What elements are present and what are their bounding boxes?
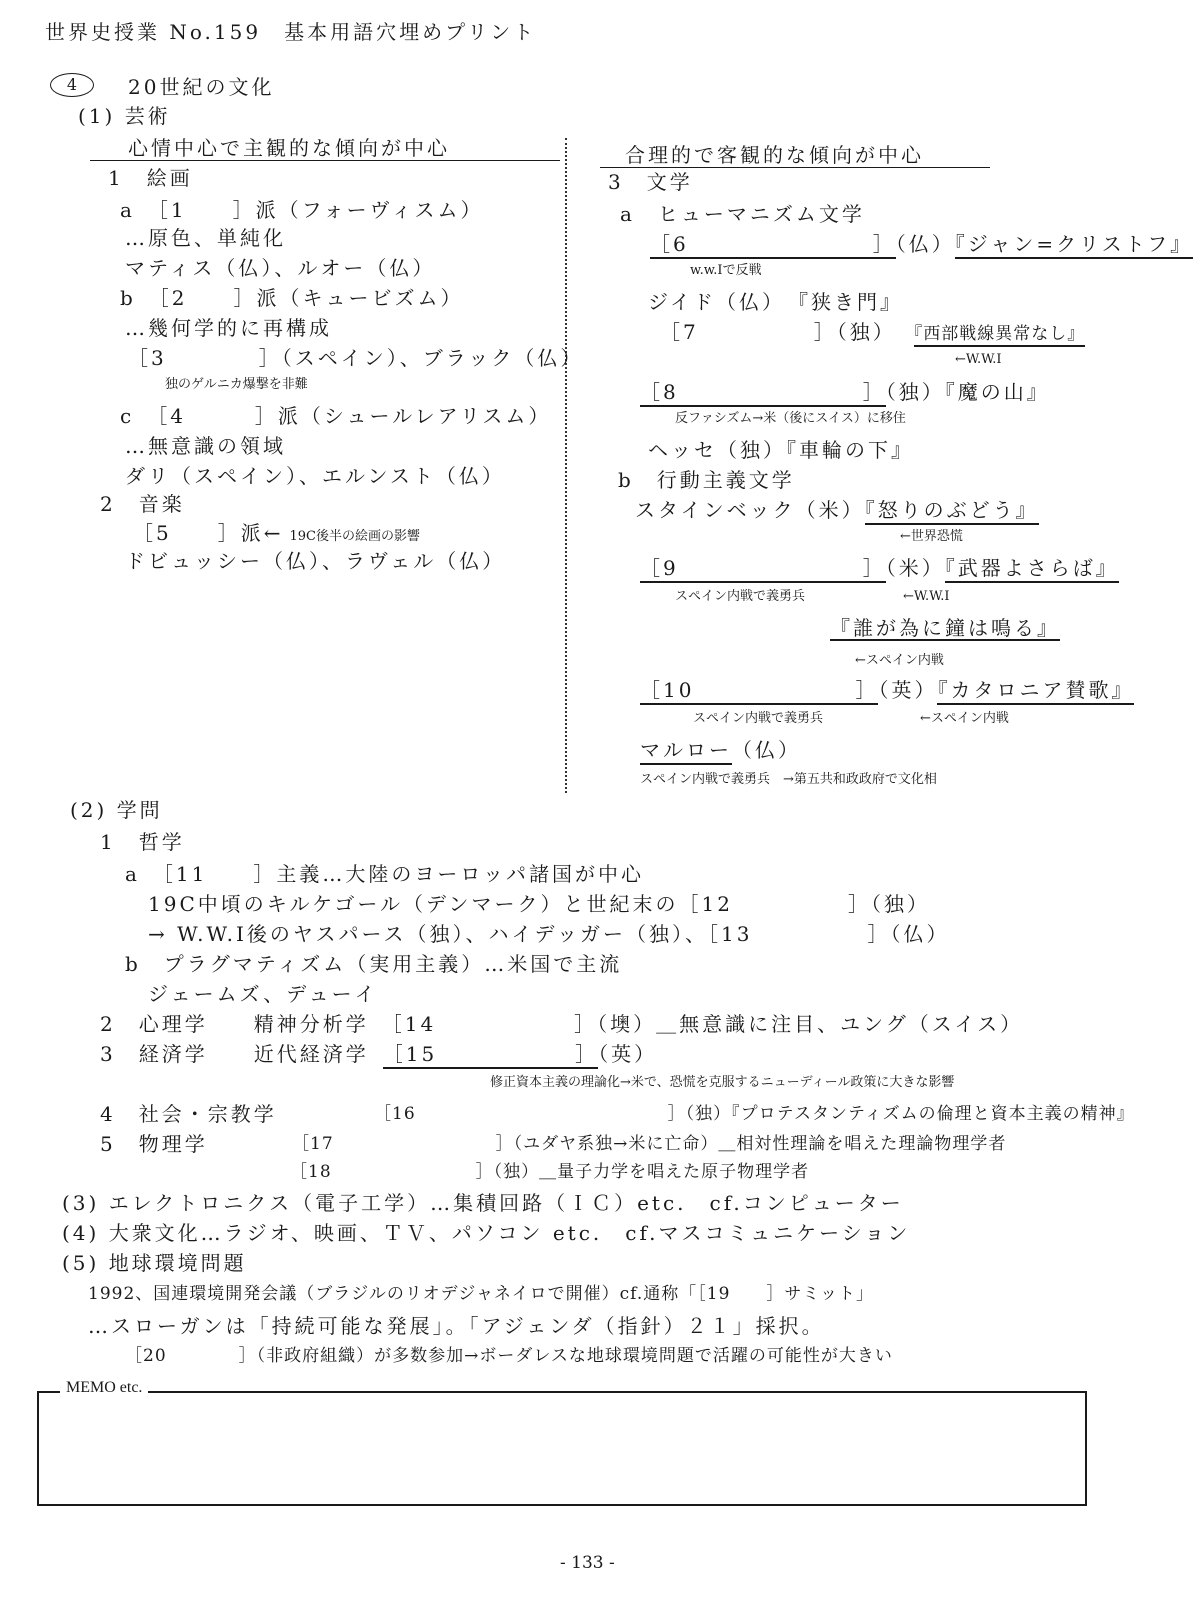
philosophy-heading: 1 哲学 <box>100 830 185 854</box>
cubism-line: b ［2 ］派（キュービズム） <box>120 286 464 310</box>
mass-culture-line: (4) 大衆文化…ラジオ、映画、ＴＶ、パソコン etc. cf.マスコミュニケーション <box>62 1221 911 1245</box>
cubism-desc: …幾何学的に再構成 <box>125 316 332 340</box>
homage-to-catalonia-title: 『カタロニア賛歌』 <box>937 678 1134 705</box>
grapes-of-wrath-title: 『怒りのぶどう』 <box>865 498 1039 525</box>
blank-7: ［7 ］（独） <box>660 320 896 344</box>
depression-note: ←世界恐慌 <box>900 529 963 544</box>
blank-17-line: ［17 ］（ユダヤ系独→米に亡命）＿相対性理論を唱えた理論物理学者 <box>292 1134 1007 1154</box>
surrealism-people: ダリ（スペイン）、エルンスト（仏） <box>125 464 505 488</box>
section-title: 20世紀の文化 <box>128 75 275 99</box>
surrealism-desc: …無意識の領域 <box>125 434 286 458</box>
ww1-antiwar-note: w.w.Ⅰで反戦 <box>690 263 762 278</box>
environment-heading: (5) 地球環境問題 <box>62 1251 247 1275</box>
fauvism-desc: …原色、単純化 <box>125 226 286 250</box>
cubism-people: ［3 ］（スペイン）、ブラック（仏） <box>128 346 584 370</box>
malraux-line <box>640 740 801 760</box>
page-title: 世界史授業 No.159 基本用語穴埋めプリント <box>45 20 537 44</box>
memo-box[interactable] <box>37 1391 1087 1506</box>
blank-10: ［10 ］ <box>640 678 878 705</box>
hesse-line: ヘッセ（独）『車輪の下』 <box>648 438 914 462</box>
steinbeck: スタインベック（米） <box>635 498 865 522</box>
surrealism-line: c ［4 ］派（シュールレアリスム） <box>120 404 552 428</box>
impressionism-line <box>133 523 420 543</box>
blank-9-line <box>640 558 1119 578</box>
farewell-to-arms-title: 『武器よさらば』 <box>945 556 1119 583</box>
earth-summit-line: 1992、国連環境開発会議（ブラジルのリオデジャネイロで開催）cf.通称「［19 ］サミット」 <box>88 1284 875 1304</box>
impressionism-note: 19C後半の絵画の影響 <box>289 529 420 544</box>
ngo-line: ［20 ］（非政府組織）が多数参加→ボーダレスな地球環境問題で活躍の可能性が大きい <box>125 1346 893 1366</box>
blank-15-country: （英） <box>598 1042 658 1066</box>
blank-8: ［8 ］ <box>640 380 886 407</box>
civil-war-note-b: ←スペイン内戦 <box>920 711 1009 726</box>
scholarship-heading: (2) 学問 <box>70 798 163 822</box>
james-dewey-line: ジェームズ、デューイ <box>148 982 378 1006</box>
ww1-note-b: ←W.W.Ⅰ <box>903 589 950 604</box>
literature-heading: 3 文学 <box>608 170 693 194</box>
keynes-note: 修正資本主義の理論化→米で、恐慌を克服するニューディール政策に大きな影響 <box>490 1075 955 1090</box>
humanism-heading: a ヒューマニズム文学 <box>620 202 865 226</box>
fauvism-line: a ［1 ］派（フォーヴィスム） <box>120 198 484 222</box>
ww1-note-a: ←W.W.Ⅰ <box>955 352 1002 367</box>
western-front-title: 『西部戦線異常なし』 <box>914 324 1086 347</box>
art-heading: (1) 芸術 <box>78 104 171 128</box>
music-people: ドビュッシー（仏）、ラヴェル（仏） <box>125 549 506 573</box>
column-divider <box>565 138 567 793</box>
blank-16-line: ［16 ］（独）『プロテスタンティズムの倫理と資本主義の精神』 <box>374 1104 1135 1124</box>
exile-note: 反ファシズム→米（後にスイス）に移住 <box>675 411 906 426</box>
volunteer-note-a: スペイン内戦で義勇兵 <box>675 589 806 604</box>
malraux-note: スペイン内戦で義勇兵 →第五共和政政府で文化相 <box>640 772 937 787</box>
malraux: マルロー <box>640 738 732 765</box>
blank-10-line <box>640 680 1134 700</box>
blank-15: ［15 ］ <box>383 1042 598 1069</box>
left-heading-rule <box>90 160 560 161</box>
section-number-badge: 4 <box>50 73 94 97</box>
for-whom-the-bell-tolls-title: 『誰が為に鐘は鳴る』 <box>830 616 1060 640</box>
page-number: - 133 - <box>560 1553 615 1573</box>
blank-6: ［6 ］ <box>650 232 896 259</box>
sociology-label: 4 社会・宗教学 <box>100 1102 277 1126</box>
blank-9-country: （米） <box>885 556 945 580</box>
memo-label: MEMO etc. <box>60 1379 148 1397</box>
gide-line: ジイド（仏） 『狭き門』 <box>648 290 903 314</box>
blank-9: ［9 ］ <box>640 556 886 583</box>
physics-label: 5 物理学 <box>100 1132 208 1156</box>
economics-label: 3 経済学 近代経済学 <box>100 1042 369 1066</box>
blank-6-line <box>650 234 1193 254</box>
blank-18-line: ［18 ］（独）＿量子力学を唱えた原子物理学者 <box>290 1162 810 1182</box>
agenda-21-line: …スローガンは「持続可能な発展」。「アジェンダ（指針）２１」採択。 <box>88 1314 825 1338</box>
kierkegaard-line: 19C中頃のキルケゴール（デンマーク）と世紀末の［12 ］（独） <box>148 892 931 916</box>
steinbeck-line <box>635 500 1039 520</box>
left-column-heading: 心情中心で主観的な傾向が中心 <box>128 136 450 160</box>
fauvism-people: マティス（仏）、ルオー（仏） <box>125 256 436 280</box>
jean-christophe-title: 『ジャン=クリストフ』 <box>955 232 1193 259</box>
economics-line <box>100 1044 657 1064</box>
magic-mountain: （独）『魔の山』 <box>885 380 1050 404</box>
right-heading-rule <box>600 167 990 168</box>
music-heading: 2 音楽 <box>100 492 185 516</box>
blank-8-line <box>640 382 1050 402</box>
activism-heading: b 行動主義文学 <box>618 468 795 492</box>
electronics-line: (3) エレクトロニクス（電子工学）…集積回路（ＩＣ）etc. cf.コンピューター <box>62 1191 904 1215</box>
psychology-line: 2 心理学 精神分析学 ［14 ］（墺）＿無意識に注目、ユング（スイス） <box>100 1012 1024 1036</box>
painting-heading: 1 絵画 <box>108 166 193 190</box>
malraux-country: （仏） <box>732 738 801 762</box>
pragmatism-line: b プラグマティズム（実用主義）…米国で主流 <box>125 952 623 976</box>
volunteer-note-b: スペイン内戦で義勇兵 <box>693 711 824 726</box>
existentialism-line: a ［11 ］主義…大陸のヨーロッパ諸国が中心 <box>125 862 644 886</box>
blank-6-country: （仏） <box>895 232 955 256</box>
blank-7-line <box>660 322 1085 343</box>
guernica-note: 独のゲルニカ爆撃を非難 <box>165 377 308 392</box>
civil-war-note-a: ←スペイン内戦 <box>855 653 944 668</box>
right-column-heading: 合理的で客観的な傾向が中心 <box>625 143 924 167</box>
jaspers-line: → W.W.Ⅰ後のヤスパース（独）、ハイデッガー（独）、［13 ］（仏） <box>148 922 950 946</box>
impressionism-blank: ［5 ］派← <box>133 521 284 545</box>
blank-10-country: （英） <box>878 678 938 702</box>
